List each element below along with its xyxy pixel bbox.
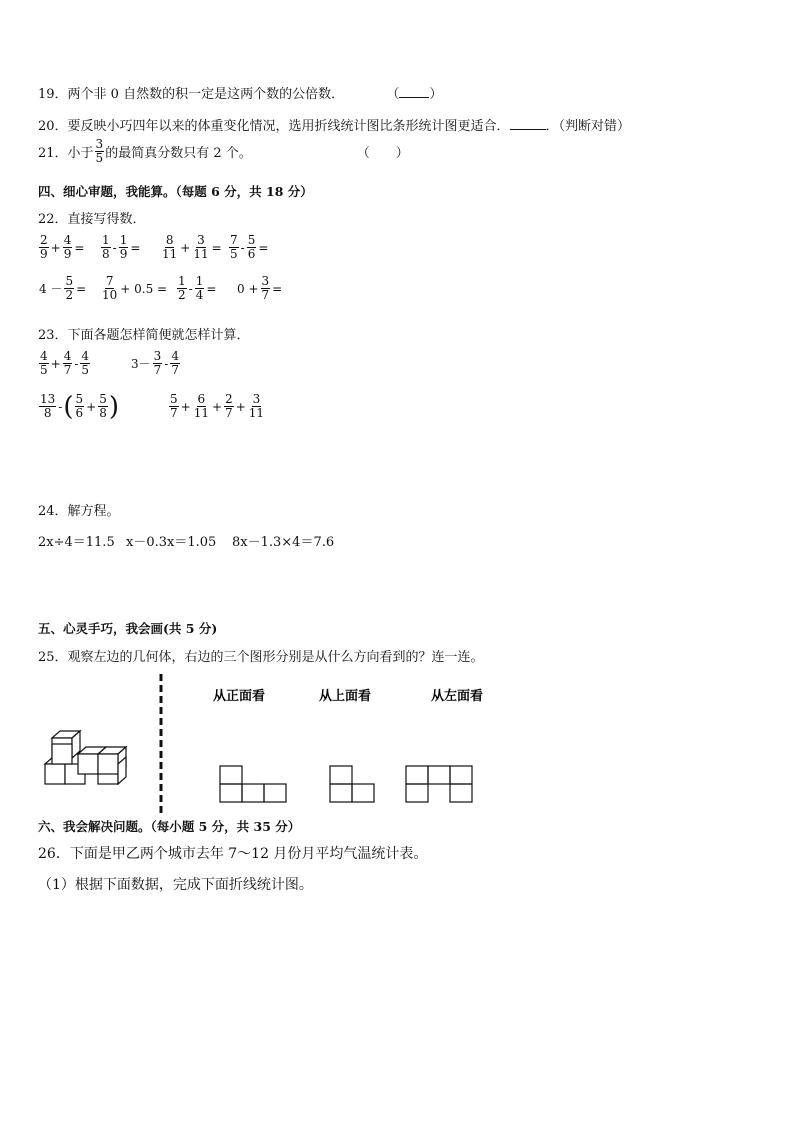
question-25-title: 25．观察左边的几何体，右边的三个图形分别是从什么方向看到的？连一连。: [38, 650, 484, 665]
q22-row-1: [38, 234, 288, 261]
expression[interactable]: $\frac{2}{9}$ + $\frac{4}{9}$ =: [40, 233, 85, 261]
question-21-suffix: 的最简真分数只有 2 个。: [105, 146, 252, 161]
expression[interactable]: $\frac{1}{8}$ - $\frac{1}{9}$ =: [102, 233, 141, 261]
answer-blank-20[interactable]: [510, 129, 546, 130]
view-shape-2[interactable]: [330, 766, 374, 802]
question-23-title: 23．下面各题怎样简便就怎样计算．: [38, 328, 250, 343]
question-19: [38, 83, 442, 102]
expression[interactable]: $\frac{1}{2}$ - $\frac{1}{4}$ =: [178, 274, 217, 302]
q23-row-1: [38, 350, 181, 377]
cube-solid-drawing: [45, 731, 126, 784]
expression[interactable]: $\frac{13}{8}$ - ( $\frac{5}{6}$ + $\frac{5}{8}$ ): [40, 391, 119, 422]
answer-paren-21[interactable]: （ ）: [356, 146, 409, 161]
expression[interactable]: 0 + $\frac{3}{7}$ =: [237, 274, 283, 302]
equation-1[interactable]: 2x÷4＝11.5: [38, 535, 115, 550]
q25-figure: [0, 668, 794, 818]
expression[interactable]: 3－ $\frac{3}{7}$ - $\frac{4}{7}$: [131, 349, 179, 377]
view-shape-3[interactable]: [406, 766, 472, 802]
question-22-title: 22．直接写得数．: [38, 212, 146, 227]
label-top-view[interactable]: 从上面看: [319, 689, 372, 704]
label-front-view[interactable]: 从正面看: [213, 689, 266, 704]
question-19-text: 19．两个非 0 自然数的积一定是这两个数的公倍数．: [38, 87, 345, 102]
expression[interactable]: $\frac{5}{7}$ + $\frac{6}{11}$ + $\frac{2}{7}$ + $\frac{3}{11}$: [170, 392, 265, 420]
q22-row-2: [38, 275, 283, 302]
question-20: [38, 115, 630, 134]
bracket-close: ）: [429, 87, 443, 102]
expression[interactable]: $\frac{7}{10}$ + 0.5 =: [102, 274, 168, 302]
bracket-open: （: [386, 87, 400, 102]
label-left-view[interactable]: 从左面看: [431, 689, 484, 704]
equation-2[interactable]: x－0.3x＝1.05: [126, 535, 217, 550]
expression[interactable]: $\frac{7}{5}$ - $\frac{5}{6}$ =: [230, 233, 269, 261]
q23-row-2: [38, 393, 266, 420]
question-26-title: 26．下面是甲乙两个城市去年 7～12 月份月平均气温统计表。: [38, 846, 428, 862]
expression[interactable]: $\frac{8}{11}$ + $\frac{3}{11}$ =: [162, 233, 222, 261]
question-21-prefix: 21．小于: [38, 146, 94, 161]
question-20-text: 20．要反映小巧四年以来的体重变化情况，选用折线统计图比条形统计图更适合．: [38, 119, 510, 134]
section-5-heading: 五、心灵手巧，我会画(共 5 分): [38, 621, 218, 636]
expression[interactable]: 4 － $\frac{5}{2}$ =: [39, 274, 87, 302]
section-6-heading: 六、我会解决问题。（每小题 5 分，共 35 分）: [38, 819, 301, 834]
question-26-subquestion: （1）根据下面数据，完成下面折线统计图。: [38, 877, 313, 893]
view-shape-1[interactable]: [220, 766, 286, 802]
expression[interactable]: $\frac{4}{5}$ + $\frac{4}{7}$ - $\frac{4}{5}$: [40, 349, 90, 377]
answer-blank-19[interactable]: [399, 97, 429, 98]
question-24-title: 24．解方程。: [38, 504, 120, 519]
equation-3[interactable]: 8x－1.3×4＝7.6: [232, 535, 335, 550]
question-21: [38, 138, 409, 165]
fraction: $\frac{3}{5}$: [95, 137, 104, 165]
question-20-suffix: ．（判断对错）: [545, 119, 631, 134]
section-4-heading: 四、细心审题，我能算。（每题 6 分，共 18 分）: [38, 184, 313, 199]
